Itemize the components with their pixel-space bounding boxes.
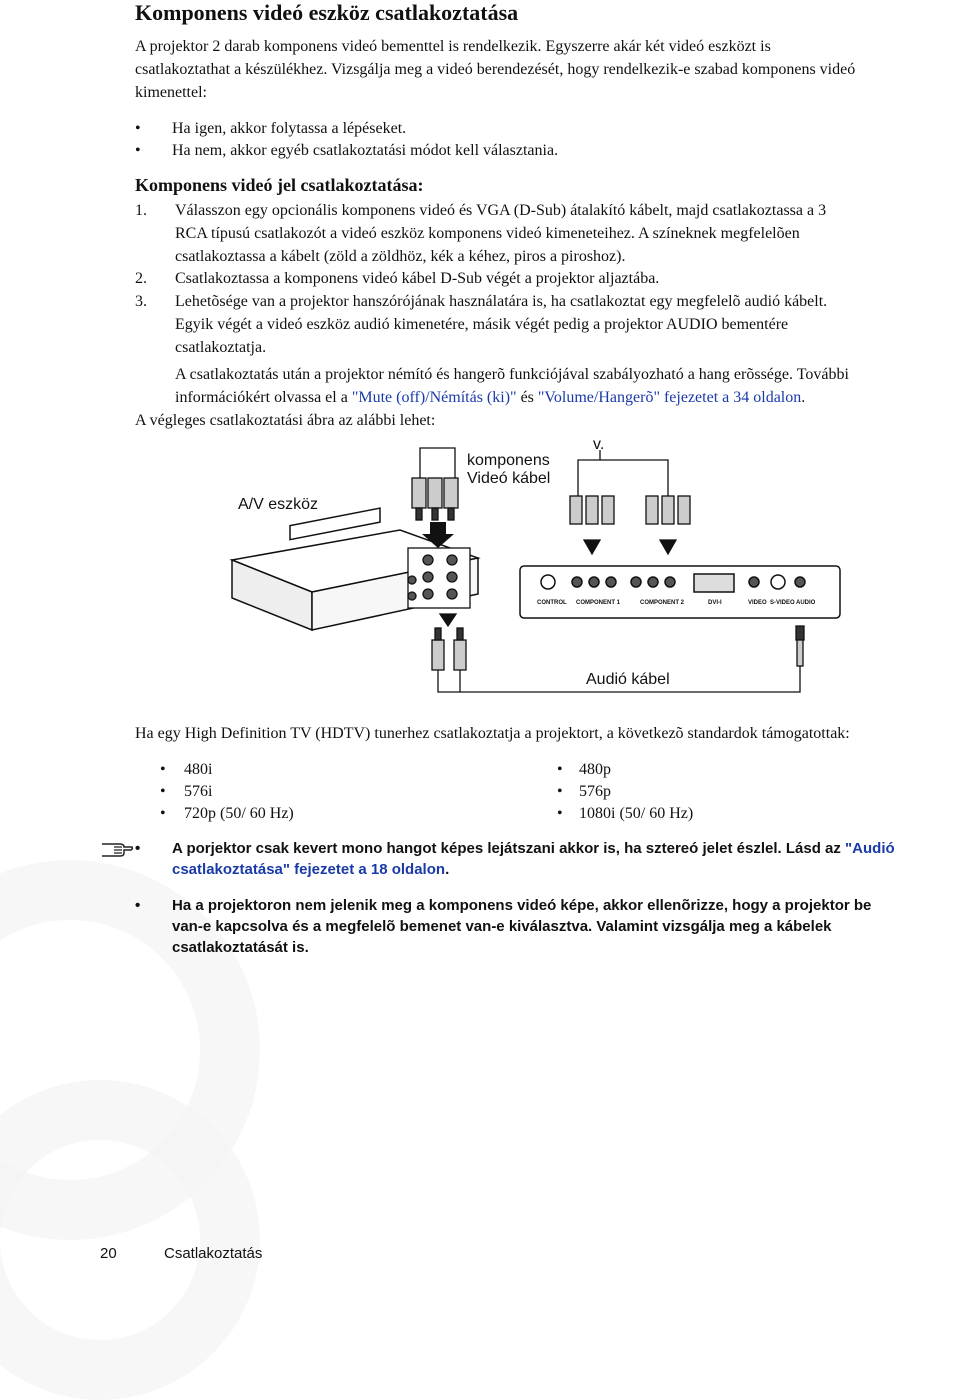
footer-section: Csatlakoztatás [164,1245,263,1262]
panel-label-audio: AUDIO [796,600,816,606]
audio-link[interactable]: "Audió [845,840,895,857]
av-device-label: A/V eszköz [238,496,319,513]
check-bullet: • Ha igen, akkor folytassa a lépéseket. [135,120,407,137]
component-cable-plugs-top [412,448,458,520]
av-device-connector-panel [408,548,470,608]
panel-label-comp1: COMPONENT 1 [576,600,621,606]
intro-line: A projektor 2 darab komponens videó bementtel is rendelkezik. Egyszerre akár két videó eszközt is [135,38,771,55]
intro-line: csatlakoztathat a készülékhez. Vizsgálja meg a videó berendezését, hogy rendelkezik-e szabad komponens videó [135,61,856,78]
panel-label-dvi: DVI-I [708,600,722,606]
standard-item: • 720p (50/ 60 Hz) [160,805,294,822]
or-label: v. [593,436,605,453]
check-bullet: • Ha nem, akkor egyéb csatlakoztatási módot kell választania. [135,142,559,159]
mute-paragraph: A csatlakoztatás után a projektor némító és hangerõ funkciójával szabályozható a hang erõssége. További információkért olvassa el a "Mute (off)/Némítás (ki)" és "Volume/Hangerõ" fejezetet a 34 oldalon. [175,366,849,406]
audio-jack-plug [796,626,804,666]
connection-diagram [0,430,960,700]
page-title: Komponens videó eszköz csatlakoztatása [135,0,519,25]
projector-rear-panel [520,566,840,618]
mute-link[interactable]: "Mute (off)/Némítás (ki)" [351,389,517,406]
note-item: • A porjektor csak kevert mono hangot képes lejátszani akkor is, ha sztereó jelet észlel. Lásd az "Audió csatlakoztatása" fejezetet a 18 oldalon. [135,840,895,878]
standard-item: • 480i [160,761,213,778]
note-item: • Ha a projektoron nem jelenik meg a komponens videó képe, akkor ellenõrizze, hogy a projektor be van-e kapcsolva és a megfelelõ bemenet van-e kiválasztva. Valamint vizsgálja meg a kábelek csatlakoztatását is. [135,897,872,956]
intro-paragraph [135,35,955,104]
step-item: 3. Lehetõsége van a projektor hanszórójának használatára is, ha csatlakoztat egy megfelelõ audió kábelt. Egyik végét a videó eszköz audió kimenetére, másik végét pedig a projektor AUDIO bementére csatlakoztatja. [135,293,828,356]
cable-label-line2: Videó kábel [467,470,551,487]
final-line: A végleges csatlakoztatási ábra az alábbi lehet: [135,412,436,429]
section-subheading: Komponens videó jel csatlakoztatása: [135,175,424,195]
audio-cable-label: Audió kábel [586,671,670,688]
panel-label-control: CONTROL [537,600,567,606]
standard-item: • 1080i (50/ 60 Hz) [557,805,694,822]
intro-line: kimenettel: [135,84,207,101]
audio-link-cont[interactable]: csatlakoztatása" fejezetet a 18 oldalon [172,861,446,878]
step-item: 1. Válasszon egy opcionális komponens videó és VGA (D-Sub) átalakító kábelt, majd csatlakoztassa a 3 RCA típusú csatlakozót a videó eszköz komponens videó kimeneteihez. A színeknek megfelelõen csatlakoztassa a kábelt (zöld a zöldhöz, kék a kéhez, piros a piroshoz). [135,202,827,265]
component-cable-right [570,450,690,554]
note-hand-icon [100,836,134,860]
page-number: 20 [100,1245,117,1262]
cable-label-line1: komponens [467,452,550,469]
hdtv-line: Ha egy High Definition TV (HDTV) tunerhez csatlakoztatja a projektort, a következõ standardok támogatottak: [135,725,850,742]
standard-item: • 480p [557,761,611,778]
panel-label-svideo: S-VIDEO [770,600,795,606]
standard-item: • 576p [557,783,611,800]
panel-label-comp2: COMPONENT 2 [640,600,685,606]
panel-label-video: VIDEO [748,600,767,606]
step-item: 2. Csatlakoztassa a komponens videó kábel D-Sub végét a projektor aljaztába. [135,270,660,287]
volume-link[interactable]: "Volume/Hangerõ" fejezetet a 34 oldalon [537,389,802,406]
standard-item: • 576i [160,783,213,800]
